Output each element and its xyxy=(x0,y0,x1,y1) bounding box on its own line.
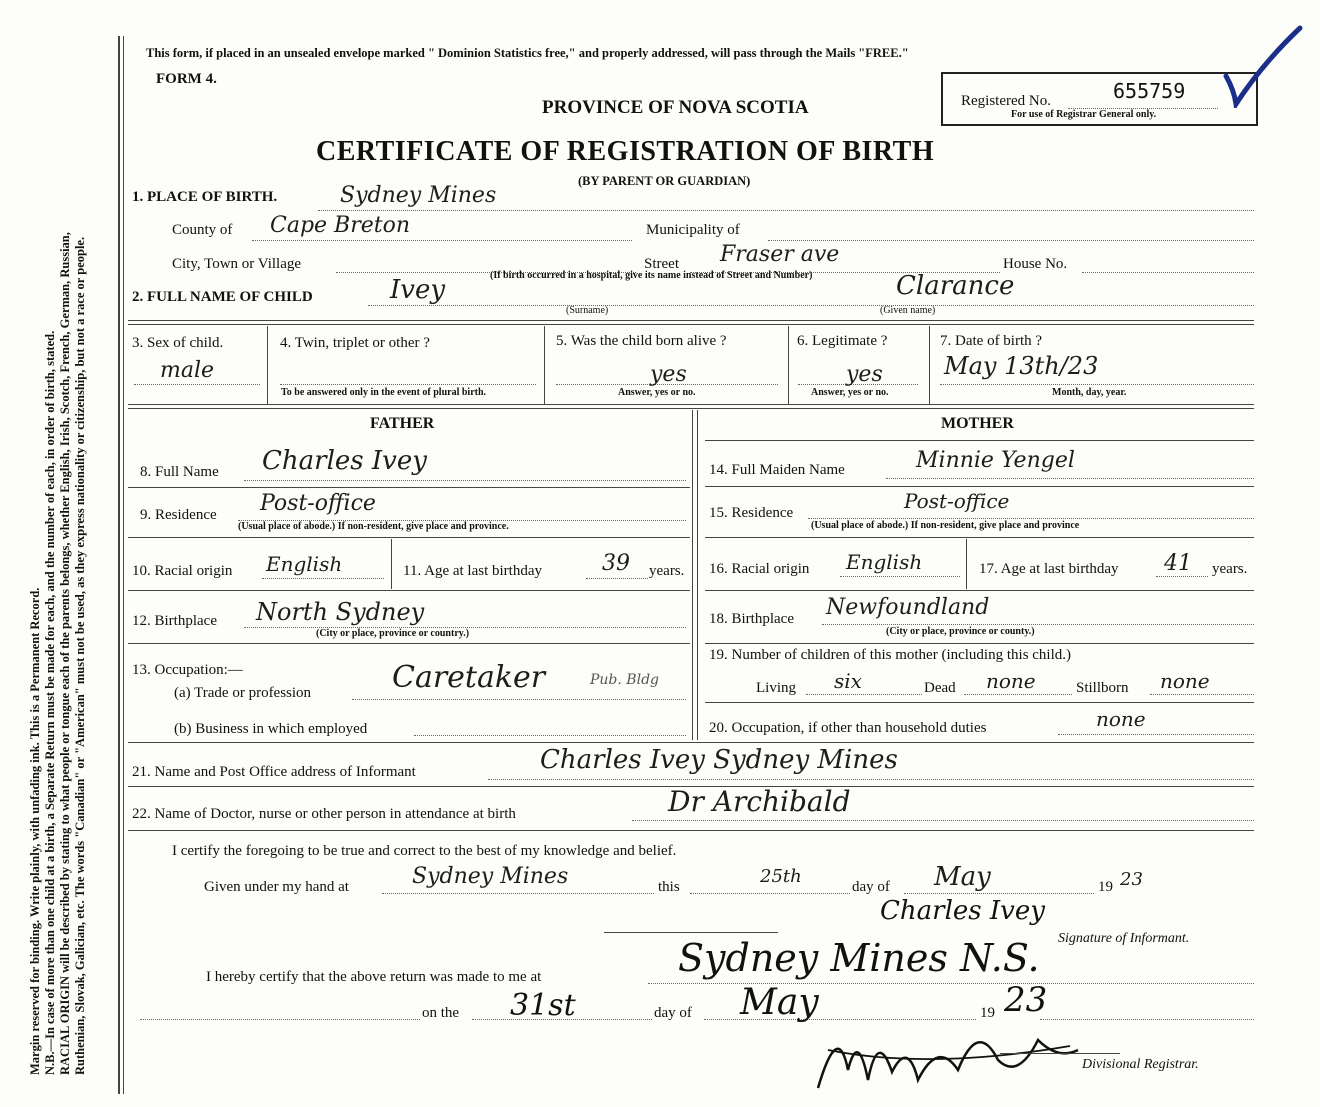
registrar-sig-line xyxy=(1000,1053,1120,1054)
informant-value: Charles Ivey Sydney Mines xyxy=(540,745,898,775)
mother-bp-note: (City or place, province or county.) xyxy=(886,626,1035,637)
form-number: FORM 4. xyxy=(156,71,217,87)
year-prefix: 19 xyxy=(1098,879,1113,895)
father-years: years. xyxy=(649,563,685,579)
father-age: 39 xyxy=(602,551,630,576)
twin-line xyxy=(280,384,536,385)
trade-value: Caretaker xyxy=(392,660,546,695)
father-bp-label: 12. Birthplace xyxy=(132,613,217,629)
living-value: six xyxy=(834,669,862,693)
county-line xyxy=(252,240,632,241)
mother-years: years. xyxy=(1212,561,1248,577)
registered-box xyxy=(941,72,1258,126)
surname-label: (Surname) xyxy=(566,305,609,316)
alive-note: Answer, yes or no. xyxy=(618,387,696,398)
father-residence: Post-office xyxy=(260,491,376,516)
certificate-title: CERTIFICATE OF REGISTRATION OF BIRTH xyxy=(316,136,935,167)
stillborn-label: Stillborn xyxy=(1076,680,1129,696)
rule-1 xyxy=(128,320,1254,321)
business-label: (b) Business in which employed xyxy=(174,721,368,737)
trade-label: (a) Trade or profession xyxy=(174,685,312,701)
reg-month: May xyxy=(740,982,819,1023)
legit-note: Answer, yes or no. xyxy=(811,387,889,398)
father-rule-2 xyxy=(128,537,690,538)
living-label: Living xyxy=(756,680,796,696)
return-place-line xyxy=(648,983,1254,984)
margin-note-2: N.B.—In case of more than one child at a birth, a Separate Return must be made for each, and the number of each, in order of birth, stated. xyxy=(43,330,57,1075)
col-div-3 xyxy=(788,326,789,404)
occupation-label: 13. Occupation:— xyxy=(132,662,243,678)
place-of-birth-label: 1. PLACE OF BIRTH. xyxy=(132,189,278,205)
mother-res-note: (Usual place of abode.) If non-resident, give place and province xyxy=(811,520,1080,531)
child-given-name: Clarance xyxy=(896,271,1015,301)
mother-race-div xyxy=(966,539,967,589)
return-place: Sydney Mines N.S. xyxy=(678,936,1040,980)
mother-race: English xyxy=(846,550,923,574)
trade-line xyxy=(352,699,686,700)
sex-line xyxy=(134,384,260,385)
postal-notice: This form, if placed in an unsealed envelope marked " Dominion Statistics free," and properly addressed, will pass through the Mails "FREE." xyxy=(146,46,909,60)
father-res-note: (Usual place of abode.) If non-resident, give place and province. xyxy=(238,521,509,532)
sex-label: 3. Sex of child. xyxy=(132,335,224,351)
father-rule-3 xyxy=(128,590,690,591)
county-label: County of xyxy=(172,222,233,238)
child-name-label: 2. FULL NAME OF CHILD xyxy=(132,289,313,305)
given-month: May xyxy=(934,862,991,892)
dob-line xyxy=(940,384,1254,385)
place-of-birth-line xyxy=(318,210,1254,211)
return-label: I hereby certify that the above return was made to me at xyxy=(206,969,542,985)
dead-label: Dead xyxy=(924,680,956,696)
father-race-div xyxy=(391,539,392,589)
father-race: English xyxy=(266,552,343,576)
rule-3 xyxy=(128,742,1254,743)
margin-note-1: Margin reserved for binding. Write plainly, with unfading ink. This is a Permanent Record. xyxy=(28,587,42,1075)
municipality-label: Municipality of xyxy=(646,222,740,238)
street-value: Fraser ave xyxy=(720,242,840,267)
father-rule-4 xyxy=(128,643,690,644)
stillborn-value: none xyxy=(1160,669,1210,693)
informant-signature: Charles Ivey xyxy=(880,896,1045,926)
father-name-line xyxy=(244,480,686,481)
registrar-signature-icon xyxy=(808,1010,1088,1100)
informant-line xyxy=(488,779,1254,780)
twin-note: To be answered only in the event of plural birth. xyxy=(281,387,487,398)
col-div-4 xyxy=(929,326,930,404)
reg-year-prefix: 19 xyxy=(980,1005,995,1021)
binding-margin-notes xyxy=(28,15,120,1075)
margin-rule-inner xyxy=(123,36,124,1094)
father-name: Charles Ivey xyxy=(262,446,427,476)
parent-divider xyxy=(692,410,693,740)
doctor-label: 22. Name of Doctor, nurse or other person in attendance at birth xyxy=(132,806,516,822)
reg-day-of-label: day of xyxy=(654,1005,692,1021)
registered-number: 655759 xyxy=(1113,79,1186,103)
alive-label: 5. Was the child born alive ? xyxy=(556,333,727,349)
alive-value: yes xyxy=(650,362,687,387)
doctor-line xyxy=(632,820,1254,821)
reg-year-suffix: 23 xyxy=(1004,980,1048,1020)
father-heading: FATHER xyxy=(370,415,435,432)
mother-rule-5 xyxy=(705,702,1254,703)
month-line xyxy=(904,893,1094,894)
county-value: Cape Breton xyxy=(270,213,411,238)
living-line xyxy=(806,694,922,695)
mother-residence: Post-office xyxy=(904,489,1010,513)
dob-value: May 13th/23 xyxy=(944,352,1099,380)
signature-line-a xyxy=(604,932,778,933)
certificate-subtitle: (BY PARENT OR GUARDIAN) xyxy=(578,174,751,188)
mother-bp-label: 18. Birthplace xyxy=(709,611,794,627)
father-bp-note: (City or place, province or country.) xyxy=(316,628,470,639)
father-age-label: 11. Age at last birthday xyxy=(403,563,542,579)
mother-rule-3 xyxy=(705,590,1254,591)
province-heading: PROVINCE OF NOVA SCOTIA xyxy=(542,97,809,118)
mother-heading: MOTHER xyxy=(941,415,1014,432)
child-name-line xyxy=(368,305,1254,306)
mother-occupation: none xyxy=(1096,707,1146,731)
municipality-line xyxy=(768,240,1254,241)
mother-occ-label: 20. Occupation, if other than household duties xyxy=(709,720,987,736)
children-label: 19. Number of children of this mother (including this child.) xyxy=(709,647,1072,663)
mother-name-line xyxy=(886,478,1254,479)
father-birthplace: North Sydney xyxy=(256,598,425,626)
dead-value: none xyxy=(986,669,1036,693)
child-surname: Ivey xyxy=(390,275,446,305)
house-label: House No. xyxy=(1003,256,1068,272)
legit-value: yes xyxy=(846,362,883,387)
mother-race-label: 16. Racial origin xyxy=(709,561,810,577)
stillborn-line xyxy=(1150,694,1254,695)
mother-rule-2 xyxy=(705,537,1254,538)
house-line xyxy=(1082,272,1254,273)
registered-label: Registered No. xyxy=(961,93,1051,109)
rule-1b xyxy=(128,324,1254,325)
sex-value: male xyxy=(160,358,215,383)
father-race-line xyxy=(262,578,384,579)
given-day: 25th xyxy=(760,866,802,887)
doctor-value: Dr Archibald xyxy=(668,785,851,818)
twin-label: 4. Twin, triplet or other ? xyxy=(280,335,430,351)
mother-birthplace: Newfoundland xyxy=(826,595,990,620)
given-place-line xyxy=(382,893,654,894)
day-line xyxy=(690,893,850,894)
mother-name-label: 14. Full Maiden Name xyxy=(709,462,845,478)
day-of-label: day of xyxy=(852,879,890,895)
mother-occ-line xyxy=(1058,734,1254,735)
mother-rule-4 xyxy=(705,643,1254,644)
dob-note: Month, day, year. xyxy=(1052,387,1127,398)
father-name-label: 8. Full Name xyxy=(140,464,219,480)
margin-note-4: Ruthenian, Slovak, Galician, etc. The words "Canadian" or "American" must not be used, as they express nationality or citizenship, but not a race or people. xyxy=(73,236,87,1075)
legit-label: 6. Legitimate ? xyxy=(797,333,888,349)
year-suffix: 23 xyxy=(1120,869,1143,890)
business-line xyxy=(414,735,686,736)
rule-2b xyxy=(128,408,1254,409)
place-of-birth-value: Sydney Mines xyxy=(340,183,497,208)
reg-day: 31st xyxy=(510,988,576,1023)
mother-race-line xyxy=(840,576,960,577)
on-the-label: on the xyxy=(422,1005,460,1021)
mother-bp-line xyxy=(822,624,1254,625)
hospital-note: (If birth occurred in a hospital, give its name instead of Street and Number) xyxy=(490,270,813,281)
mother-res-label: 15. Residence xyxy=(709,505,794,521)
col-div-2 xyxy=(544,326,545,404)
margin-rule xyxy=(118,36,120,1094)
trade-extra: Pub. Bldg xyxy=(590,672,659,688)
dob-label: 7. Date of birth ? xyxy=(940,333,1043,349)
registrar-label: Divisional Registrar. xyxy=(1082,1057,1199,1072)
this-label: this xyxy=(658,879,680,895)
checkmark-icon xyxy=(1222,24,1304,108)
mother-name: Minnie Yengel xyxy=(916,448,1075,473)
father-rule-1 xyxy=(128,487,690,488)
rule-5 xyxy=(128,830,1254,831)
father-age-line xyxy=(586,578,648,579)
signature-label: Signature of Informant. xyxy=(1058,931,1190,946)
mother-rule-1 xyxy=(705,486,1254,487)
given-name-label: (Given name) xyxy=(880,305,936,316)
street-label: Street xyxy=(644,256,679,272)
registrar-note: For use of Registrar General only. xyxy=(1011,109,1157,120)
given-place: Sydney Mines xyxy=(412,864,569,889)
margin-note-3: RACIAL ORIGIN will be described by stating to what people or tongue each of the parents belongs, whether English, Irish, Scotch, French, German, Russian, xyxy=(58,232,72,1075)
mother-age-label: 17. Age at last birthday xyxy=(979,561,1119,577)
informant-label: 21. Name and Post Office address of Informant xyxy=(132,764,416,780)
mother-res-line xyxy=(808,518,1254,519)
rule-2 xyxy=(128,404,1254,405)
mother-age: 41 xyxy=(1164,551,1192,576)
city-label: City, Town or Village xyxy=(172,256,302,272)
on-the-lead-line xyxy=(140,1019,420,1020)
father-res-label: 9. Residence xyxy=(140,507,217,523)
parent-divider-b xyxy=(697,410,698,740)
col-div-1 xyxy=(267,326,268,404)
dead-line xyxy=(964,694,1072,695)
mother-head-rule xyxy=(705,440,1254,441)
father-race-label: 10. Racial origin xyxy=(132,563,233,579)
mother-age-line xyxy=(1156,576,1208,577)
certify-statement: I certify the foregoing to be true and correct to the best of my knowledge and belief. xyxy=(172,843,677,859)
given-under-label: Given under my hand at xyxy=(204,879,349,895)
